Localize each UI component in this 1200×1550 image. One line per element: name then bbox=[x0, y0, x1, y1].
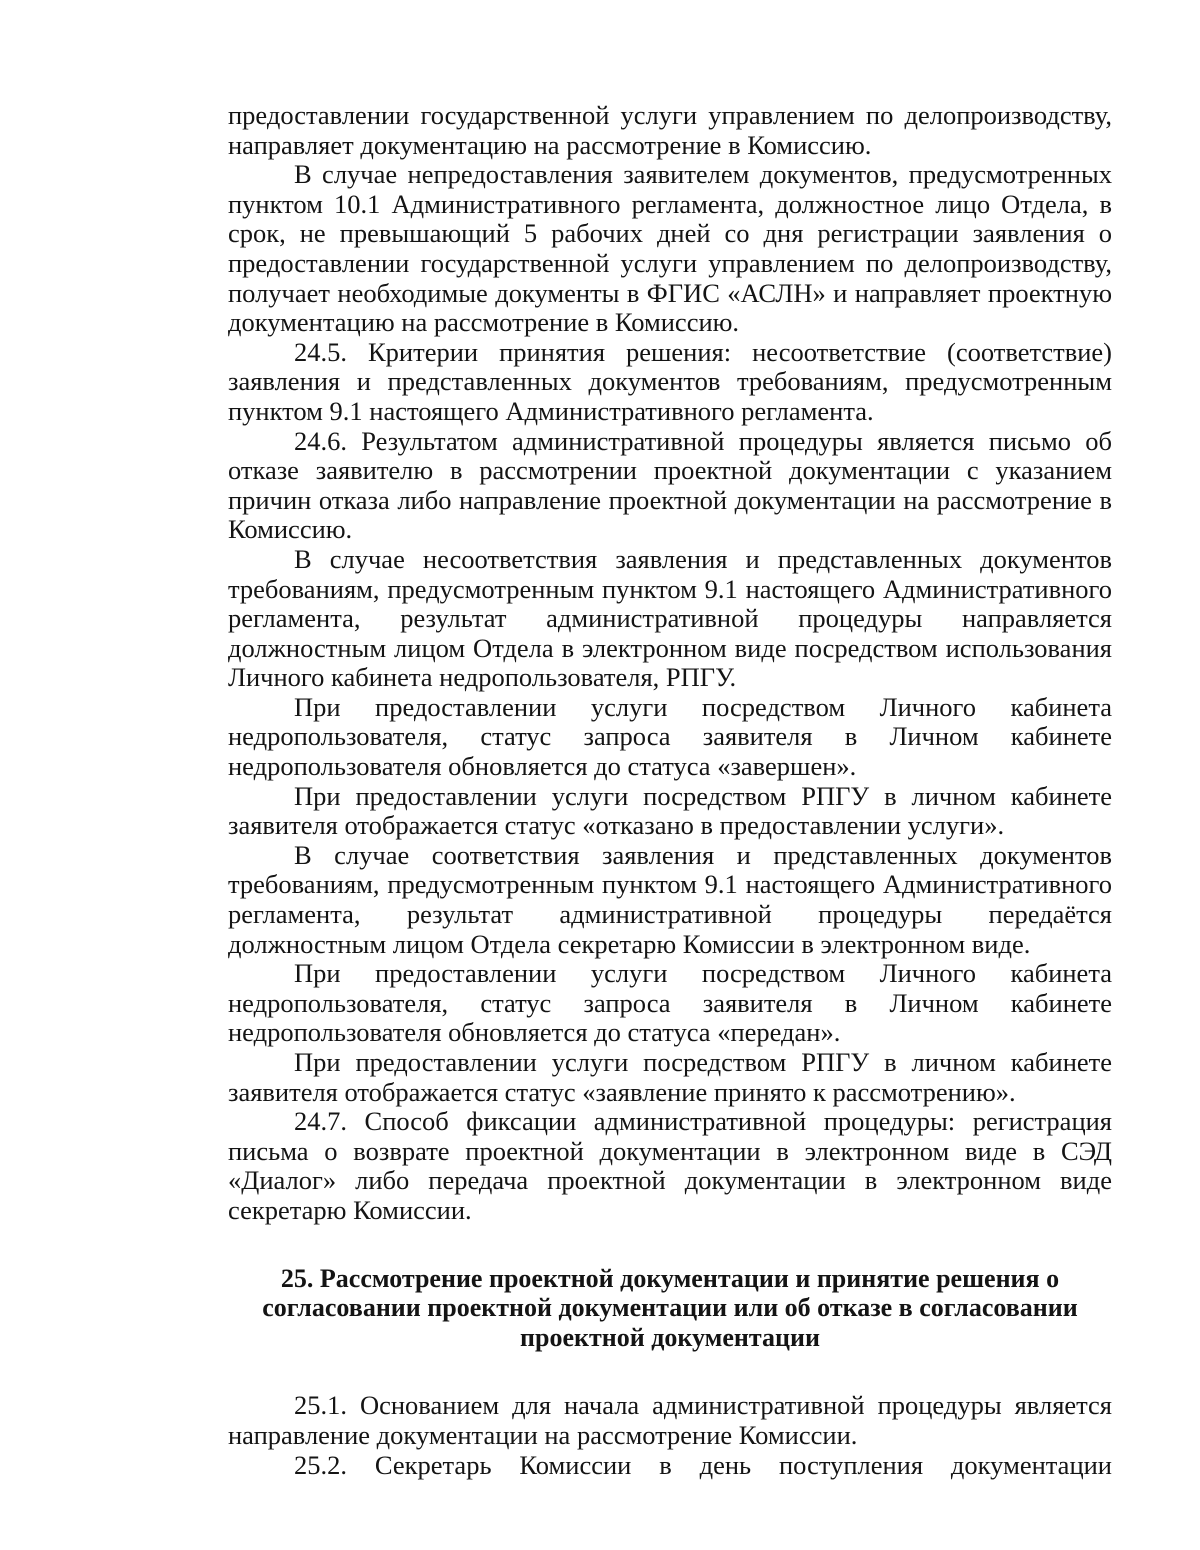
paragraph-continuation: предоставлении государственной услуги управлением по делопроизводству, направляет документацию на рассмотрение в Комиссию. bbox=[228, 100, 1112, 160]
paragraph-compliance: В случае соответствия заявления и представленных документов требованиям, предусмотренным пунктом 9.1 настоящего Административного регламента, результат административной процедуры передаётся должностным лицом Отдела секретарю Комиссии в электронном виде. bbox=[228, 839, 1112, 959]
paragraph-cabinet-transferred: При предоставлении услуги посредством Личного кабинета недропользователя, статус запроса заявителя в Личном кабинете недропользователя обновляется до статуса «передан». bbox=[228, 958, 1112, 1048]
paragraph-nonsubmission: В случае непредоставления заявителем документов, предусмотренных пунктом 10.1 Административного регламента, должностное лицо Отдела, в срок, не превышающий 5 рабочих дней со дня регистрации заявления о предоставлении государственной услуги управлением по делопроизводству, получает необходимые документы в ФГИС «АСЛН» и направляет проектную документацию на рассмотрение в Комиссию. bbox=[228, 159, 1112, 338]
section-heading-line: проектной документации bbox=[520, 1322, 820, 1352]
section-25-heading bbox=[228, 1255, 1112, 1392]
paragraph-rpgu-accepted: При предоставлении услуги посредством РПГУ в личном кабинете заявителя отображается статус «заявление принято к рассмотрению». bbox=[228, 1047, 1112, 1107]
paragraph-25-2: 25.2. Секретарь Комиссии в день поступления документации bbox=[294, 1449, 1112, 1480]
paragraph-rpgu-refused: При предоставлении услуги посредством РПГУ в личном кабинете заявителя отображается статус «отказано в предоставлении услуги». bbox=[228, 780, 1112, 841]
paragraph-cabinet-completed: При предоставлении услуги посредством Личного кабинета недропользователя, статус запроса заявителя в Личном кабинете недропользователя обновляется до статуса «завершен». bbox=[228, 691, 1112, 782]
paragraph-24-6: 24.6. Результатом административной процедуры является письмо об отказе заявителю в рассмотрении проектной документации с указанием причин отказа либо направление проектной документации на рассмотрение в Комиссию. bbox=[228, 425, 1112, 545]
paragraph-24-7: 24.7. Способ фиксации административной процедуры: регистрация письма о возврате проектной документации в электронном виде в СЭД «Диалог» либо передача проектной документации в электронном виде секретарю Комиссии. bbox=[228, 1106, 1112, 1225]
paragraph-25-1: 25.1. Основанием для начала административной процедуры является направление документации на рассмотрение Комиссии. bbox=[228, 1390, 1112, 1450]
document-page bbox=[228, 101, 1112, 1480]
paragraph-24-5: 24.5. Критерии принятия решения: несоответствие (соответствие) заявления и представленных документов требованиям, предусмотренным пунктом 9.1 настоящего Административного регламента. bbox=[228, 336, 1112, 426]
section-heading-line: согласовании проектной документации или об отказе в согласовании bbox=[262, 1293, 1078, 1323]
section-heading-line: 25. Рассмотрение проектной документации и принятие решения о bbox=[280, 1263, 1060, 1293]
paragraph-noncompliance: В случае несоответствия заявления и представленных документов требованиям, предусмотренным пунктом 9.1 настоящего Административного регламента, результат административной процедуры направляется должностным лицом Отдела в электронном виде посредством использования Личного кабинета недропользователя, РПГУ. bbox=[228, 543, 1112, 693]
